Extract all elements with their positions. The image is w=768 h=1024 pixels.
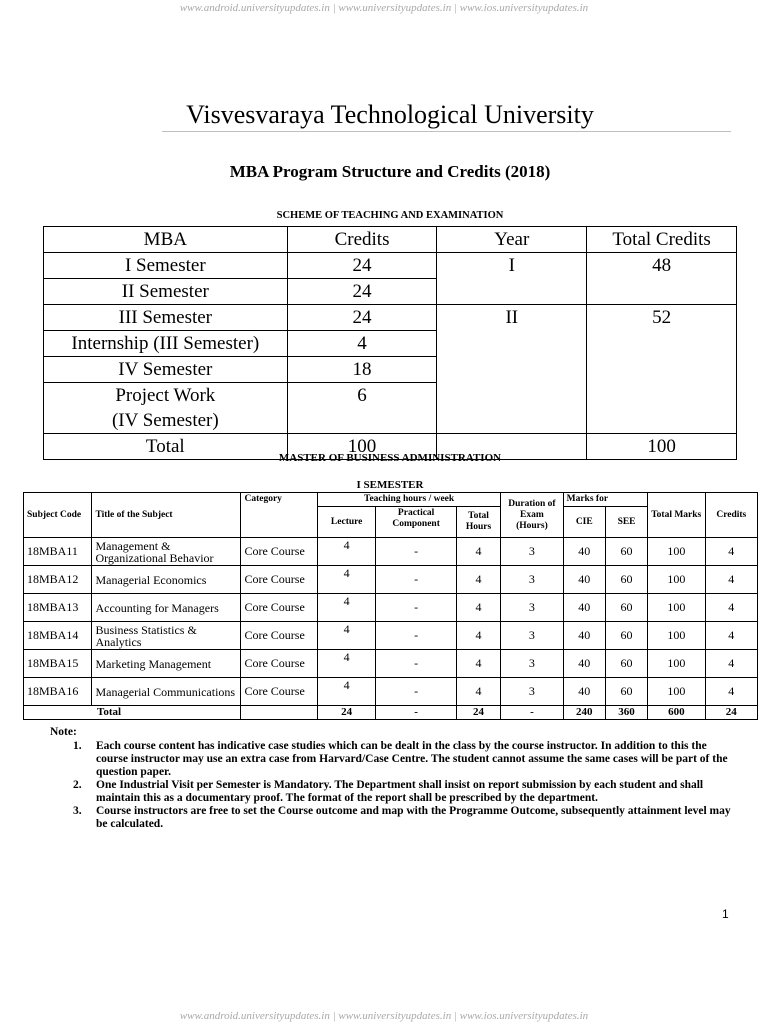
subject-code: 18MBA11 — [24, 538, 92, 566]
subject-title: Business Statistics & Analytics — [92, 622, 241, 650]
summary-header-mba: MBA — [44, 227, 288, 253]
note-text: Course instructors are free to set the Course outcome and map with the Programme Outcome, subsequently attainment level may be calculated. — [96, 805, 731, 830]
total-cie: 240 — [563, 706, 605, 720]
header-credits: Credits — [705, 493, 757, 538]
subject-row — [24, 678, 758, 706]
subject-duration: 3 — [501, 538, 563, 566]
summary-row-name: Internship (III Semester) — [44, 331, 288, 357]
summary-row-credits: 6 — [287, 383, 437, 434]
subject-code: 18MBA12 — [24, 566, 92, 594]
header-duration: Duration of Exam (Hours) — [501, 493, 563, 538]
subject-category: Core Course — [241, 678, 318, 706]
subject-lecture: 4 — [317, 678, 375, 706]
summary-row-name: IV Semester — [44, 357, 288, 383]
subject-row — [24, 566, 758, 594]
summary-row-credits: 24 — [287, 305, 437, 331]
summary-row-credits: 18 — [287, 357, 437, 383]
note-text: One Industrial Visit per Semester is Mandatory. The Department shall insist on report submission by each student and shall maintain this as a documentary proof. The format of the report shall be prescribed by the department. — [96, 779, 704, 804]
total-duration: - — [501, 706, 563, 720]
subject-row — [24, 622, 758, 650]
total-practical: - — [376, 706, 457, 720]
subject-total-hours: 4 — [456, 622, 500, 650]
note-item — [50, 740, 740, 779]
total-marks: 600 — [648, 706, 705, 720]
subject-row — [24, 594, 758, 622]
subject-cie: 40 — [563, 566, 605, 594]
total-see: 360 — [605, 706, 647, 720]
header-subject-code: Subject Code — [24, 493, 92, 538]
notes-heading: Note: — [50, 726, 77, 738]
subject-row — [24, 538, 758, 566]
header-see: SEE — [605, 507, 647, 538]
note-number: 2. — [73, 779, 82, 791]
subject-see: 60 — [605, 538, 647, 566]
subject-total-marks: 100 — [648, 622, 705, 650]
subject-see: 60 — [605, 650, 647, 678]
subject-cie: 40 — [563, 622, 605, 650]
subject-total-marks: 100 — [648, 594, 705, 622]
mba-title: MASTER OF BUSINESS ADMINISTRATION — [278, 452, 502, 464]
subject-practical: - — [376, 538, 457, 566]
subject-credits: 4 — [705, 650, 757, 678]
subject-cie: 40 — [563, 594, 605, 622]
title-divider — [162, 131, 731, 132]
note-number: 1. — [73, 740, 82, 752]
summary-year-cell: II — [437, 305, 587, 434]
summary-total-credits: 100 — [287, 434, 437, 460]
subject-credits: 4 — [705, 622, 757, 650]
subject-code: 18MBA13 — [24, 594, 92, 622]
subject-total-marks: 100 — [648, 566, 705, 594]
subject-see: 60 — [605, 566, 647, 594]
subject-cie: 40 — [563, 650, 605, 678]
subject-title: Marketing Management — [92, 650, 241, 678]
subject-duration: 3 — [501, 622, 563, 650]
semester-title: I SEMESTER — [356, 479, 424, 491]
subject-practical: - — [376, 622, 457, 650]
note-text: Each course content has indicative case studies which can be dealt in the class by the course instructor. In addition to this the course instructor may use an extra case from Harvard/Case Centre. The student cannot assume the same cases will be part of the question paper. — [96, 740, 728, 778]
summary-total-credits-cell: 52 — [587, 305, 737, 434]
header-total-marks: Total Marks — [648, 493, 705, 538]
subject-practical: - — [376, 566, 457, 594]
subject-credits: 4 — [705, 678, 757, 706]
subject-see: 60 — [605, 594, 647, 622]
summary-row-name-line: (IV Semester) — [111, 410, 219, 431]
summary-row-name: II Semester — [44, 279, 288, 305]
subject-practical: - — [376, 594, 457, 622]
note-number: 3. — [73, 805, 82, 817]
header-practical: Practical Component — [376, 507, 457, 538]
subject-lecture: 4 — [317, 538, 375, 566]
subject-total-hours: 4 — [456, 566, 500, 594]
total-lecture: 24 — [317, 706, 375, 720]
subject-lecture: 4 — [317, 594, 375, 622]
note-item — [50, 779, 740, 805]
subject-duration: 3 — [501, 650, 563, 678]
subjects-total-row — [24, 706, 758, 720]
subject-duration: 3 — [501, 678, 563, 706]
subject-lecture: 4 — [317, 566, 375, 594]
subject-title: Managerial Economics — [92, 566, 241, 594]
subject-cie: 40 — [563, 538, 605, 566]
subject-category: Core Course — [241, 538, 318, 566]
subject-total-hours: 4 — [456, 594, 500, 622]
subject-lecture: 4 — [317, 650, 375, 678]
subjects-header-row — [24, 493, 758, 507]
page-number: 1 — [722, 907, 729, 921]
subject-total-marks: 100 — [648, 538, 705, 566]
subject-see: 60 — [605, 678, 647, 706]
header-teaching-hours: Teaching hours / week — [317, 493, 500, 507]
total-category — [241, 706, 318, 720]
summary-row-name: I Semester — [44, 253, 288, 279]
credits-summary-table — [43, 226, 737, 460]
subject-credits: 4 — [705, 538, 757, 566]
subject-total-marks: 100 — [648, 650, 705, 678]
total-label: Total — [24, 706, 241, 720]
subjects-table — [23, 492, 758, 720]
subject-see: 60 — [605, 622, 647, 650]
summary-header-year: Year — [437, 227, 587, 253]
summary-header-credits: Credits — [287, 227, 437, 253]
header-category: Category — [241, 493, 318, 538]
subject-category: Core Course — [241, 594, 318, 622]
university-title: Visvesvaraya Technological University — [186, 100, 594, 129]
subject-cie: 40 — [563, 678, 605, 706]
subject-code: 18MBA14 — [24, 622, 92, 650]
notes-section — [50, 726, 740, 831]
subject-title: Managerial Communications — [92, 678, 241, 706]
note-item — [50, 805, 740, 831]
summary-row-name — [44, 383, 288, 434]
subject-category: Core Course — [241, 566, 318, 594]
summary-row-credits: 24 — [287, 279, 437, 305]
subject-code: 18MBA15 — [24, 650, 92, 678]
summary-row — [44, 253, 737, 279]
subject-credits: 4 — [705, 566, 757, 594]
subject-practical: - — [376, 650, 457, 678]
scheme-title: SCHEME OF TEACHING AND EXAMINATION — [276, 210, 504, 221]
subject-row — [24, 650, 758, 678]
total-credits: 24 — [705, 706, 757, 720]
subject-category: Core Course — [241, 622, 318, 650]
header-marks-for: Marks for — [563, 493, 648, 507]
subject-duration: 3 — [501, 594, 563, 622]
subject-title: Accounting for Managers — [92, 594, 241, 622]
summary-header-total-credits: Total Credits — [587, 227, 737, 253]
summary-total-grand: 100 — [587, 434, 737, 460]
subject-lecture: 4 — [317, 622, 375, 650]
summary-row-credits: 4 — [287, 331, 437, 357]
watermark-bottom: www.android.universityupdates.in | www.universityupdates.in | www.ios.universityupdates.in — [179, 1010, 589, 1022]
subject-credits: 4 — [705, 594, 757, 622]
subject-total-hours: 4 — [456, 538, 500, 566]
subject-code: 18MBA16 — [24, 678, 92, 706]
summary-total-credits-cell: 48 — [587, 253, 737, 305]
subject-duration: 3 — [501, 566, 563, 594]
summary-row — [44, 305, 737, 331]
summary-header-row — [44, 227, 737, 253]
subject-total-hours: 4 — [456, 678, 500, 706]
program-title: MBA Program Structure and Credits (2018) — [229, 162, 551, 181]
subject-total-marks: 100 — [648, 678, 705, 706]
subject-rows — [24, 538, 758, 706]
total-hours: 24 — [456, 706, 500, 720]
summary-total-label: Total — [44, 434, 288, 460]
subject-category: Core Course — [241, 650, 318, 678]
watermark-top: www.android.universityupdates.in | www.universityupdates.in | www.ios.universityupdates.in — [179, 2, 589, 14]
subject-practical: - — [376, 678, 457, 706]
summary-row-name: III Semester — [44, 305, 288, 331]
header-title: Title of the Subject — [92, 493, 241, 538]
header-lecture: Lecture — [317, 507, 375, 538]
header-total-hours: Total Hours — [456, 507, 500, 538]
summary-row-name-line: Project Work — [115, 385, 216, 406]
subject-title: Management & Organizational Behavior — [92, 538, 241, 566]
summary-year-cell: I — [437, 253, 587, 305]
subject-total-hours: 4 — [456, 650, 500, 678]
header-cie: CIE — [563, 507, 605, 538]
summary-row-credits: 24 — [287, 253, 437, 279]
